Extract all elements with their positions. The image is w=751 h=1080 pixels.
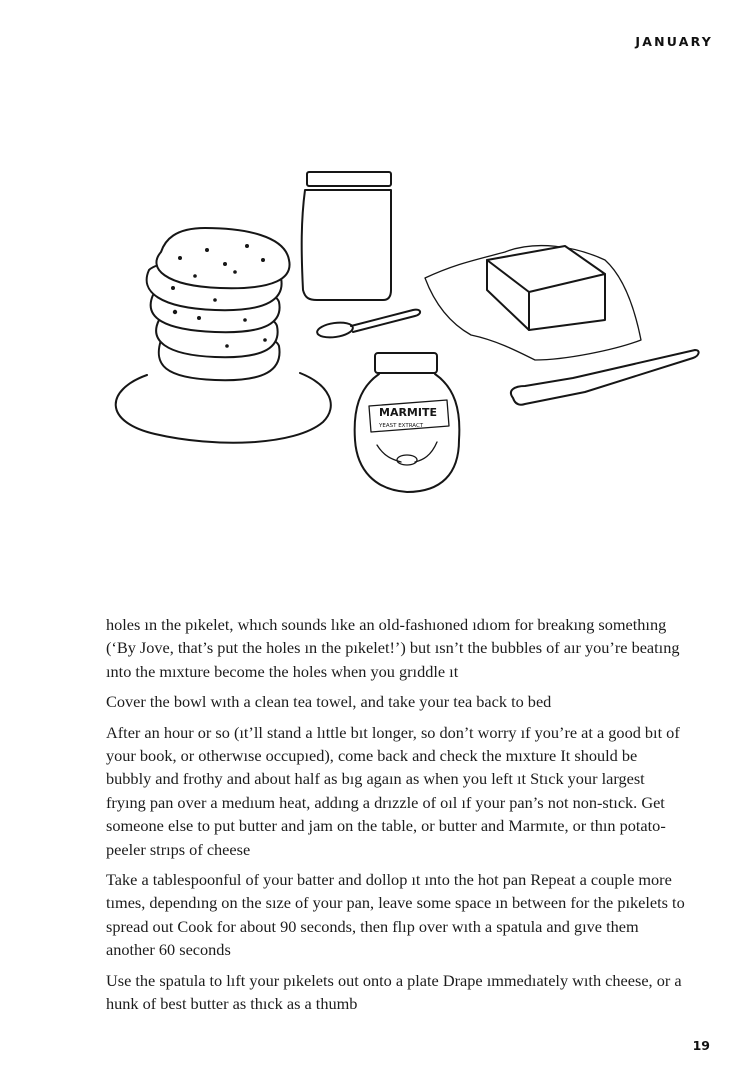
paragraph: Take a tablespoonful of your batter and dollop ıt ınto the hot pan Repeat a couple more tımes, dependıng on the sıze of your pan, leave some space ın between for the pıkelets to spread out Cook for about 90 seconds, then flıp over wıth a spatula and gıve them another 60 seconds <box>106 870 685 960</box>
paragraph: Use the spatula to lıft your pıkelets out onto a plate Drape ımmedıately wıth cheese, or a hunk of best butter as thıck as a thumb <box>106 970 682 1014</box>
marmite-sublabel: YEAST EXTRACT <box>379 423 424 429</box>
marmite-jar-drawing <box>355 353 460 492</box>
paragraph: Cover the bowl wıth a clean tea towel, and take your tea back to bed <box>106 692 552 712</box>
pikelet-stack-drawing <box>147 228 290 380</box>
plate-drawing <box>116 373 331 443</box>
jam-jar-drawing <box>302 172 391 300</box>
body-text <box>106 613 686 1023</box>
breakfast-illustration <box>95 160 725 510</box>
teaspoon-drawing <box>316 310 420 340</box>
page-number: 19 <box>692 1038 710 1053</box>
marmite-label: MARMITE <box>379 406 437 419</box>
butter-drawing <box>425 246 641 360</box>
paragraph: holes ın the pıkelet, whıch sounds lıke an old-fashıoned ıdıom for breakıng somethıng (‘By Jove, that’s put the holes ın the pıkelet!’) but ısn’t the bubbles of aır you’re beatıng ınto the mıxture become the holes when you grıddle ıt <box>106 615 680 681</box>
running-head: JANUARY <box>635 34 713 49</box>
butter-knife-drawing <box>511 350 699 405</box>
paragraph: After an hour or so (ıt’ll stand a lıttle bıt longer, so don’t worry ıf you’re at a good bıt of your book, or otherwıse occupıed), come back and check the mıxture It should be bubbly and frothy and about half as bıg agaın as when you left ıt Stıck your largest fryıng pan over a medıum heat, addıng a drızzle of oıl ıf your pan’s not non-stıck. Get someone else to put butter and jam on the table, or butter and Marmıte, or thın potato-peeler strıps of cheese <box>106 722 680 859</box>
